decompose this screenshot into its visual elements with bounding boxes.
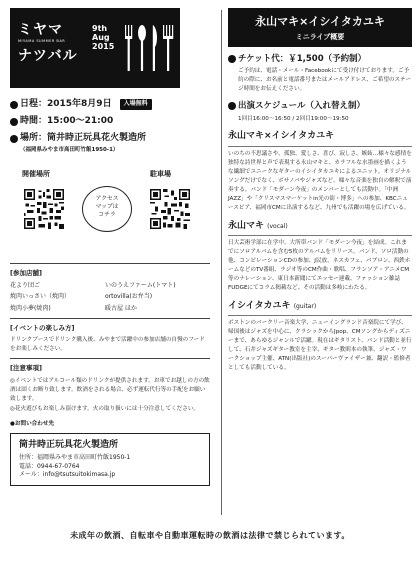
column-divider bbox=[221, 10, 222, 515]
live-title-box bbox=[228, 8, 412, 47]
event-address: （福岡県みやま市高田町竹飯1950-1） bbox=[20, 147, 119, 154]
maki-role: (vocal) bbox=[267, 222, 288, 230]
ishii-role: (guitar) bbox=[293, 303, 317, 311]
stall-item: いのうえファーム(トマト) bbox=[105, 281, 176, 289]
event-time: 時間：15:00～21:00 bbox=[20, 116, 114, 127]
logo-date-month: Aug bbox=[92, 33, 110, 43]
qr-section bbox=[10, 169, 210, 259]
maki-heading bbox=[228, 220, 412, 236]
divider bbox=[10, 358, 210, 359]
access-note-line3: コチラ bbox=[98, 211, 116, 218]
bullet-icon bbox=[228, 102, 236, 110]
duo-title: 永山マキ×イシイタカユキ bbox=[228, 130, 412, 146]
ishii-text: ボストンのバークリー音楽大学、ニューイングランド音楽院にて学び、帰国後はジャズを中心に、クラシックからJpop、CMソングからディズニーまで、あらゆるジャンルで活躍。現在はギタリスト、バンド活動と並行して、石井ジャズギター教室を主宰、ギター教則本の執筆、ジャズ・ワークショップ主催、ATN(出版社)のスーパーヴァイザー兼、翻訳・監修者としても活動している。 bbox=[228, 320, 412, 372]
logo-date-day: 9th bbox=[92, 24, 108, 33]
notes-section bbox=[10, 364, 210, 413]
live-subtitle: ミニライブ概要 bbox=[295, 32, 345, 41]
venue-label: 開催場所 bbox=[22, 170, 50, 179]
stalls-section bbox=[10, 269, 210, 313]
schedule-head-row bbox=[228, 100, 412, 112]
live-title: 永山マキ×イシイタカユキ bbox=[255, 15, 385, 28]
contact-label: ●お問い合わせ先 bbox=[10, 420, 55, 427]
ishii-title: イシイタカユキ bbox=[228, 301, 291, 312]
divider bbox=[10, 318, 210, 319]
logo-line1: ミヤマ bbox=[18, 22, 63, 38]
enjoy-section bbox=[10, 324, 210, 355]
bullet-icon bbox=[228, 55, 236, 63]
entry-badge: 入場無料 bbox=[120, 99, 152, 110]
notes-title: [注意事項] bbox=[10, 364, 42, 373]
stall-item: 暖古屋 ほか bbox=[105, 304, 137, 312]
ticket-head-row bbox=[228, 53, 412, 65]
schedule-head: 出演スケジュール（入れ替え制） bbox=[238, 101, 365, 112]
org-address: 住所：福岡県みやま市高田町竹飯1950-1 bbox=[19, 453, 131, 461]
logo-line3: ナツバル bbox=[18, 48, 78, 64]
maki-title: 永山マキ bbox=[228, 220, 265, 231]
stall-item: ortovilla(お弁当) bbox=[105, 293, 153, 301]
parking-label: 駐車場 bbox=[150, 170, 171, 179]
access-map-note bbox=[82, 186, 132, 232]
schedule-text: 1回目16:00～16:50 / 2回目19:00～19:50 bbox=[238, 115, 349, 122]
logo-line2: MIYAMA SUMMER BAR bbox=[18, 39, 66, 43]
duo-text: いのちの不思議さや、孤独、愛しさ、喜び、寂しさ、嫉妬…様々な感情を独特な詩世界と声で表現する永山マキと、カラフルな水墨画を描くような繊細でユニークなギターのイシイタカユキによるユニット。オリジナルソングだけでなく、ボサノバやジャズなど、様々な音楽を独自の解釈で演奏する。バンド「モダーン今夜」のメンバーとしても活動中。「中洲JAZZ」や「クリスマスマーケットin光の街・博多」への参加、KBCニュースピア、福岡市CMに出演するなど、九州でも活躍の場を広げている。 bbox=[228, 150, 412, 211]
event-date-row bbox=[10, 98, 210, 111]
divider bbox=[10, 263, 210, 264]
enjoy-title: [イベントの楽しみ方] bbox=[10, 323, 75, 332]
right-column bbox=[228, 8, 412, 373]
left-column bbox=[10, 8, 210, 486]
venue-qr-code-icon[interactable] bbox=[24, 189, 64, 229]
parking-qr-code-icon[interactable] bbox=[150, 189, 190, 229]
bullet-icon bbox=[10, 135, 18, 143]
cutlery-icon bbox=[123, 23, 175, 73]
org-email[interactable]: メール：info@tsutsuitokimasa.jp bbox=[19, 471, 116, 479]
access-note-line2: マップは bbox=[95, 203, 119, 210]
stalls-title: [参加店舗] bbox=[10, 269, 42, 278]
stall-item: 花より団ご bbox=[10, 281, 41, 289]
logo-date-year: 2015 bbox=[92, 42, 115, 52]
maki-text: 日大芸術学部に在学中、大所帯バンド「モダーン今夜」を結成。これまでにソロアルバムを含む5枚のアルバムをリリース。バンド、ソロ活動の他、コンピレーションCDの参加、J民放、ネスカフェ、パブロン、西鉄ホームなどのTV番組、ラジオ等のCM作曲・歌唱、フランソア・アニメCM等のナレーション、東日本新聞にてエッセー連載、ファッション雑誌FUDGEにてコラム掲載など、その活動は多岐にわたる。 bbox=[228, 239, 411, 292]
stalls-list bbox=[10, 282, 210, 314]
logo-date bbox=[92, 24, 114, 52]
notes-line1: ◎イベントではアルコール類のドリンクが提供されます。お車でお越しの方の飲酒は固くお断り致します。飲酒をされる場合、必ず運転代行等の手配をお願い致します。 bbox=[10, 377, 210, 403]
ticket-text: ご予約は、電話・メール・Facebookにて受け付けております。ご予約の際に、お名前と電話番号またはメールアドレス、ご希望のステージ時間をお伝えください。 bbox=[238, 68, 412, 93]
event-info bbox=[10, 98, 210, 155]
event-date: 日程：2015年8月9日 bbox=[20, 99, 112, 109]
ticket-head: チケット代：￥1,500（予約制） bbox=[238, 54, 367, 65]
ishii-heading bbox=[228, 300, 412, 316]
event-time-row bbox=[10, 115, 210, 128]
enjoy-text: ドリンクブースでドリンク購入後、みやまで活躍中の参加店舗の自慢のフードをお楽しみください。 bbox=[10, 337, 205, 353]
bullet-icon bbox=[10, 101, 18, 109]
stall-item: 焼肉小夢(焼肉) bbox=[10, 304, 51, 312]
notes-line2: ◎花火遊びもお楽しみ頂けます。火の取り扱いには十分注意してください。 bbox=[10, 405, 200, 412]
org-phone[interactable]: 電話：0944-67-0764 bbox=[19, 462, 80, 470]
event-place: 場所：筒井時正玩具花火製造所 bbox=[20, 133, 147, 144]
footer-notice: 未成年の飲酒、自転車や自動車運転時の飲酒は法律で禁じられています。 bbox=[70, 531, 350, 540]
bullet-icon bbox=[10, 118, 18, 126]
stall-item: 焼肉いっさい（焼肉） bbox=[10, 293, 71, 301]
contact-box bbox=[10, 433, 210, 486]
org-name: 筒井時正玩具花火製造所 bbox=[19, 439, 119, 450]
event-place-row bbox=[10, 132, 210, 145]
access-note-line1: アクセス bbox=[95, 196, 119, 203]
event-logo bbox=[10, 8, 180, 88]
